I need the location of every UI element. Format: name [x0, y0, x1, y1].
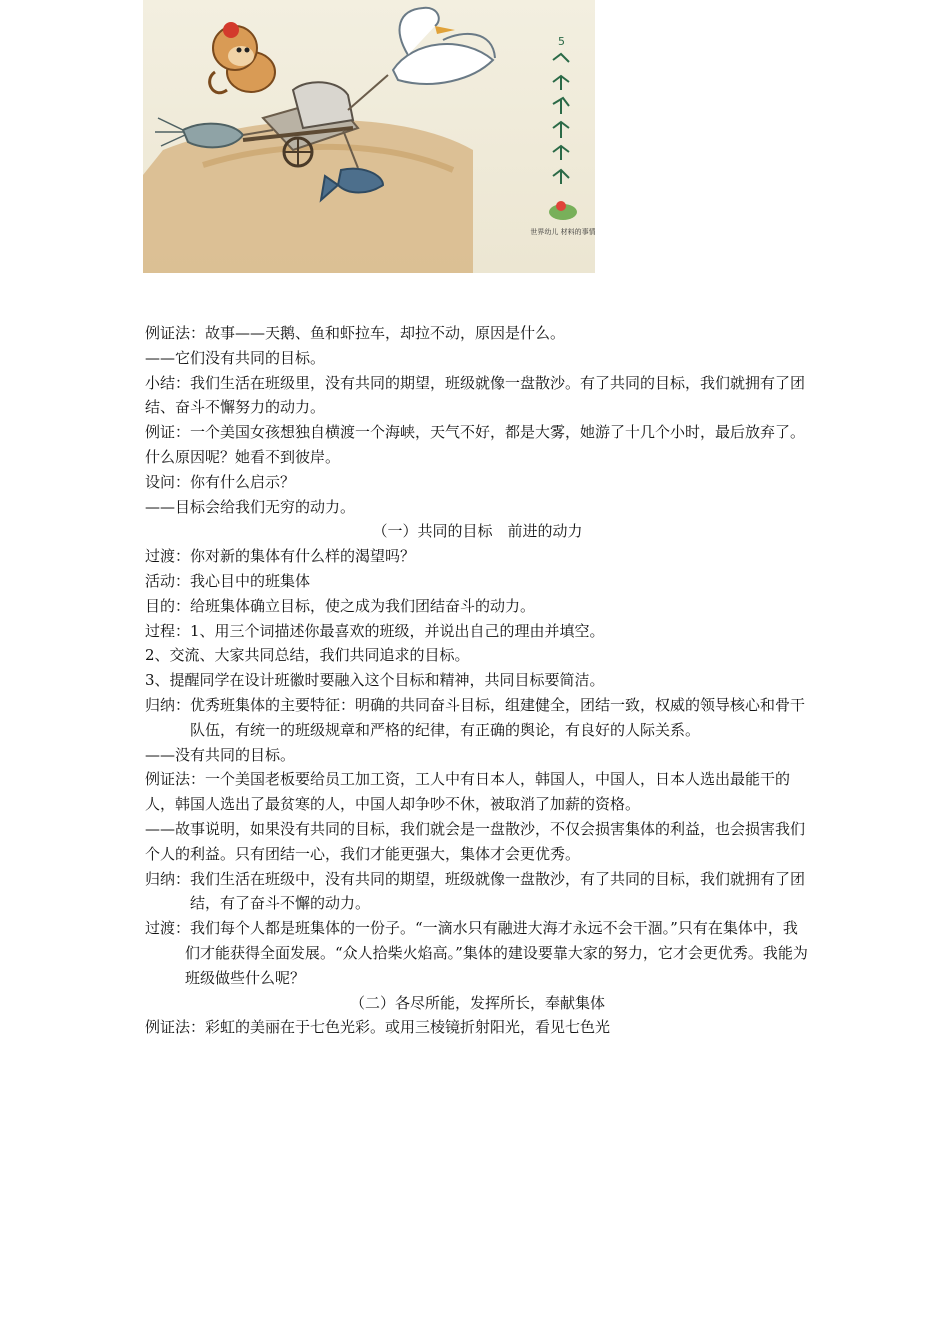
paragraph-example-boss: 例证法：一个美国老板要给员工加工资，工人中有日本人，韩国人，中国人，日本人选出最能干的人，韩国人选出了最贫寒的人，中国人却争吵不休，被取消了加薪的资格。	[145, 770, 791, 814]
paragraph-process-2: 2、交流、大家共同总结，我们共同追求的目标。	[145, 646, 470, 665]
paragraph-process-3: 3、提醒同学在设计班徽时要融入这个目标和精神，共同目标要简洁。	[145, 671, 605, 690]
paragraph-transition-2: 过渡：我们每个人都是班集体的一份子。“一滴水只有融进大海才永远不会干涸。”只有在集体中，我们才能获得全面发展。“众人拾柴火焰高。”集体的建设要靠大家的努力，它才会更优秀。我能为班级做些什么呢？	[145, 919, 808, 987]
paragraph-activity: 活动：我心目中的班集体	[145, 571, 311, 590]
illustration-caption: 世界幼儿 材料的事情	[530, 228, 595, 236]
document-body	[145, 321, 810, 1040]
illustration-svg	[143, 0, 595, 273]
paragraph-answer-1: ——它们没有共同的目标。	[145, 348, 326, 367]
paragraph-question: 设问：你有什么启示？	[145, 472, 296, 491]
paragraph-summary-1: 小结：我们生活在班级里，没有共同的期望，班级就像一盘散沙。有了共同的目标，我们就拥有了团结、奋斗不懈努力的动力。	[145, 373, 806, 417]
paragraph-process-1: 过程：1、用三个词描述你最喜欢的班级，并说出自己的理由并填空。	[145, 621, 605, 640]
paragraph-answer-2: ——目标会给我们无穷的动力。	[145, 497, 356, 516]
paragraph-example-swimmer: 例证：一个美国女孩想独自横渡一个海峡，天气不好，都是大雾，她游了十几个小时，最后放弃了。什么原因呢？她看不到彼岸。	[145, 423, 806, 466]
illustration-number: 5	[558, 35, 565, 48]
paragraph-story-explanation: ——故事说明，如果没有共同的目标，我们就会是一盘散沙，不仅会损害集体的利益，也会损害我们个人的利益。只有团结一心，我们才能更强大，集体才会更优秀。	[145, 819, 806, 863]
paragraph-conclusion-2: 归纳：我们生活在班级中，没有共同的期望，班级就像一盘散沙，有了共同的目标，我们就拥有了团结，有了奋斗不懈的动力。	[145, 869, 806, 913]
section-heading-2: （二）各尽所能，发挥所长，奉献集体	[349, 993, 605, 1012]
paragraph-example-story: 例证法：故事——天鹅、鱼和虾拉车，却拉不动，原因是什么。	[145, 324, 566, 342]
paragraph-transition-1: 过渡：你对新的集体有什么样的渴望吗？	[145, 547, 416, 566]
story-illustration	[143, 0, 595, 273]
paragraph-answer-3: ——没有共同的目标。	[145, 745, 296, 764]
paragraph-example-rainbow: 例证法：彩虹的美丽在于七色光彩。或用三棱镜折射阳光，看见七色光	[145, 1018, 611, 1037]
section-heading-1: （一）共同的目标 前进的动力	[372, 522, 583, 541]
paragraph-purpose: 目的：给班集体确立目标，使之成为我们团结奋斗的动力。	[145, 596, 536, 615]
paragraph-conclusion-1: 归纳：优秀班集体的主要特征：明确的共同奋斗目标，组建健全，团结一致，权威的领导核心和骨干队伍，有统一的班级规章和严格的纪律，有正确的舆论，有良好的人际关系。	[145, 695, 806, 739]
